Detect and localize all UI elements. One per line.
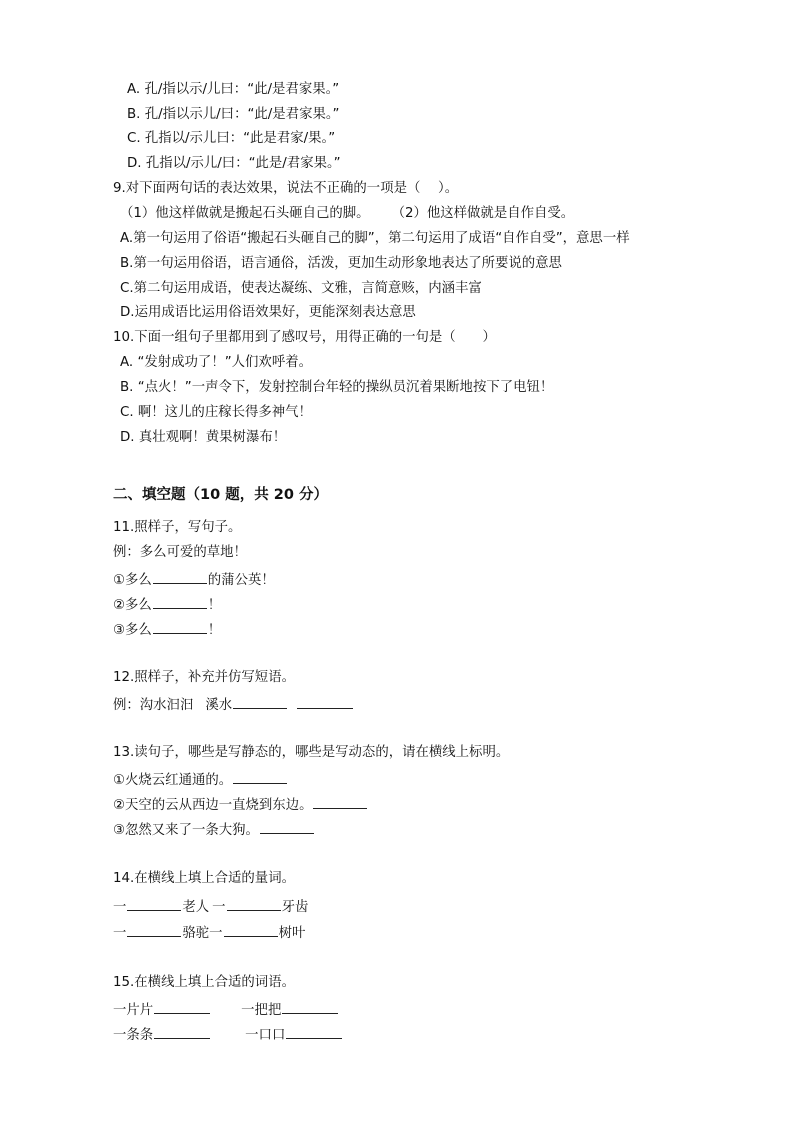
q11-item-2: ②多么 ！ [113, 595, 221, 614]
answer-blank[interactable] [153, 595, 207, 609]
q9-option-a: A.第一句运用了俗语“搬起石头砸自己的脚”，第二句运用了成语“自作自受”，意思一样 [120, 231, 630, 246]
q13-stem: 13.读句子，哪些是写静态的，哪些是写动态的，请在横线上标明。 [113, 745, 510, 760]
q9-stem: 9.对下面两句话的表达效果，说法不正确的一项是（ ）。 [113, 181, 459, 196]
answer-blank[interactable] [233, 695, 287, 709]
q14-stem: 14.在横线上填上合适的量词。 [113, 871, 295, 886]
q15-row-1: 一片片 一把把 [113, 1000, 339, 1019]
q13-item-1: ①火烧云红通通的。 [113, 770, 288, 789]
q10-stem: 10.下面一组句子里都用到了感叹号，用得正确的一句是（ ） [113, 330, 496, 345]
q12-example: 例：沟水汩汩 溪水 [113, 695, 354, 714]
answer-blank[interactable] [127, 897, 181, 911]
q15-stem: 15.在横线上填上合适的词语。 [113, 975, 295, 990]
answer-blank[interactable] [127, 923, 181, 937]
q12-stem: 12.照样子，补充并仿写短语。 [113, 670, 295, 685]
q11-stem: 11.照样子，写句子。 [113, 520, 242, 535]
q9-option-d: D.运用成语比运用俗语效果好，更能深刻表达意思 [120, 305, 416, 320]
answer-blank[interactable] [154, 1000, 210, 1014]
answer-blank[interactable] [282, 1000, 338, 1014]
answer-blank[interactable] [227, 897, 281, 911]
q11-item-1: ①多么 的蒲公英！ [113, 570, 275, 589]
q8-option-d: D. 孔指以/示儿/曰：“此是/君家果。” [127, 156, 341, 171]
q11-item-3: ③多么 ！ [113, 620, 221, 639]
answer-blank[interactable] [154, 1025, 210, 1039]
q9-option-b: B.第一句运用俗语，语言通俗，活泼，更加生动形象地表达了所要说的意思 [120, 256, 562, 271]
q10-option-c: C. 啊！这儿的庄稼长得多神气！ [120, 405, 312, 420]
answer-blank[interactable] [224, 923, 278, 937]
q14-row-2: 一 骆驼一 树叶 [113, 923, 305, 942]
answer-blank[interactable] [153, 570, 207, 584]
q10-option-a: A. “发射成功了！”人们欢呼着。 [120, 355, 312, 370]
q9-sentences [120, 206, 574, 222]
answer-blank[interactable] [153, 620, 207, 634]
q13-item-3: ③忽然又来了一条大狗。 [113, 820, 315, 839]
q8-option-a: A. 孔/指以示/儿曰：“此/是君家果。” [127, 82, 340, 97]
answer-blank[interactable] [313, 795, 367, 809]
answer-blank[interactable] [286, 1025, 342, 1039]
q10-option-b: B. “点火！”一声令下，发射控制台年轻的操纵员沉着果断地按下了电钮！ [120, 380, 554, 395]
q14-row-1: 一 老人 一 牙齿 [113, 897, 308, 916]
q9-sentence-1: （1）他这样做就是搬起石头砸自己的脚。 [120, 206, 370, 221]
q10-option-d: D. 真壮观啊！黄果树瀑布！ [120, 430, 287, 445]
answer-blank[interactable] [233, 770, 287, 784]
q8-option-c: C. 孔指以/示儿曰：“此是君家/果。” [127, 131, 336, 146]
q13-item-2: ②天空的云从西边一直烧到东边。 [113, 795, 368, 814]
q11-example: 例：多么可爱的草地！ [113, 545, 247, 560]
q9-option-c: C.第二句运用成语，使表达凝练、文雅，言简意赅，内涵丰富 [120, 281, 482, 296]
q9-sentence-2: （2）他这样做就是自作自受。 [391, 206, 575, 221]
answer-blank[interactable] [260, 820, 314, 834]
answer-blank[interactable] [297, 695, 353, 709]
q15-row-2: 一条条 一口口 [113, 1025, 343, 1044]
section-title-fill-in: 二、填空题（10 题，共 20 分） [113, 487, 328, 503]
q8-option-b: B. 孔/指以示儿/曰：“此/是君家果。” [127, 107, 340, 122]
